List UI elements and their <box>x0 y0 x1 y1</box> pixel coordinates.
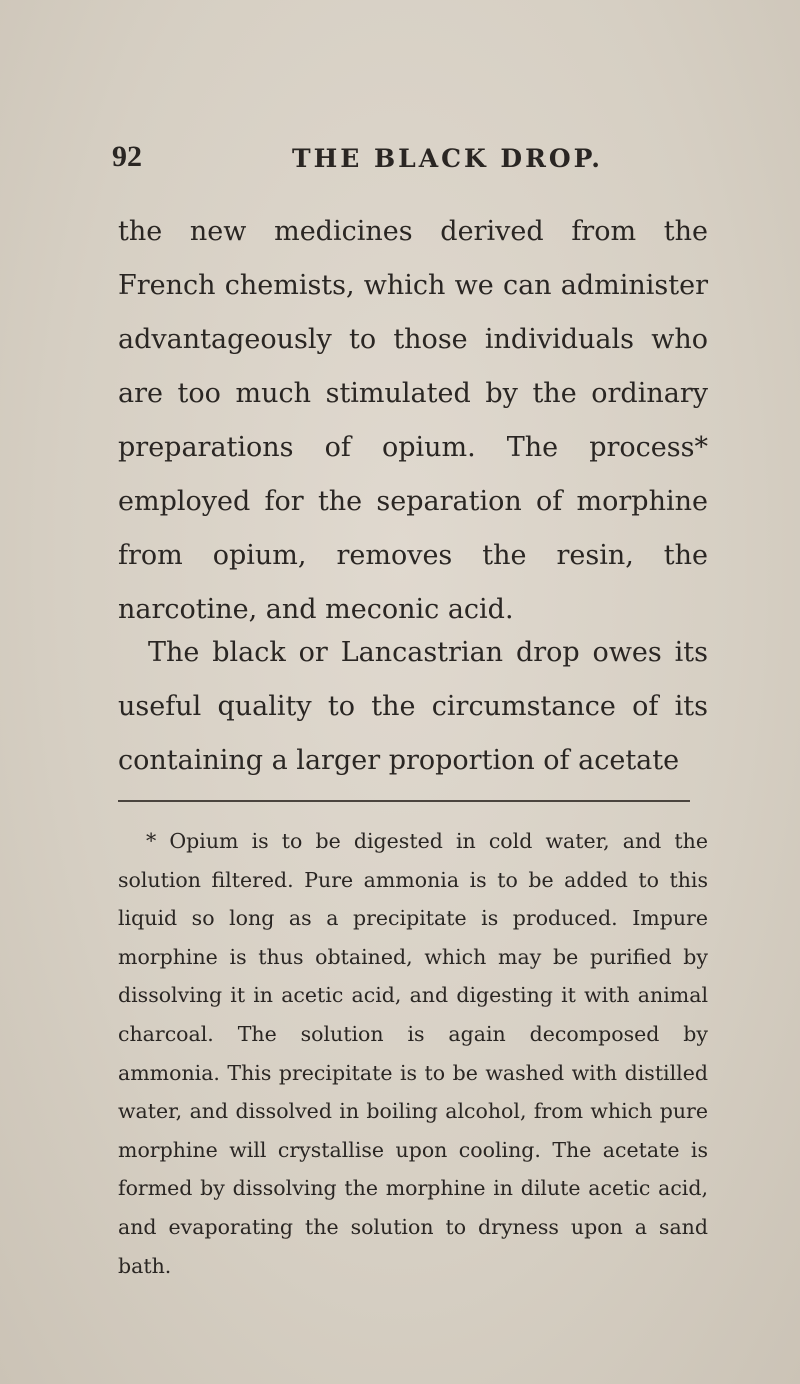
running-title: THE BLACK DROP. <box>292 144 604 173</box>
body-paragraph-2: The black or Lancastrian drop owes its useful quality to the circumstance of its containing a larger proportion of acetate <box>118 637 708 776</box>
footnote-divider <box>118 800 690 802</box>
page-number: 92 <box>112 140 142 173</box>
footnote: * Opium is to be digested in cold water, and the solution filtered. Pure ammonia is to be added to this liquid so long as a precipitate is produced. Impure morphine is thus obtained, which may be purified by dissolving it in acetic acid, and digesting it with animal charcoal. The solution is again decomposed by ammonia. This precipitate is to be washed with distilled water, and dissolved in boiling alcohol, from which pure morphine will crystallise upon cooling. The acetate is formed by dissolving the morphine in dilute acetic acid, and evaporating the solution to dryness upon a sand bath. <box>118 829 708 1278</box>
page-header <box>112 140 712 180</box>
body-paragraph-1: the new medicines derived from the French chemists, which we can administer advantageously to those individuals who are too much stimulated by the ordinary preparations of opium. The process* employed for the separation of morphine from opium, removes the resin, the narcotine, and meconic acid. <box>118 216 708 625</box>
